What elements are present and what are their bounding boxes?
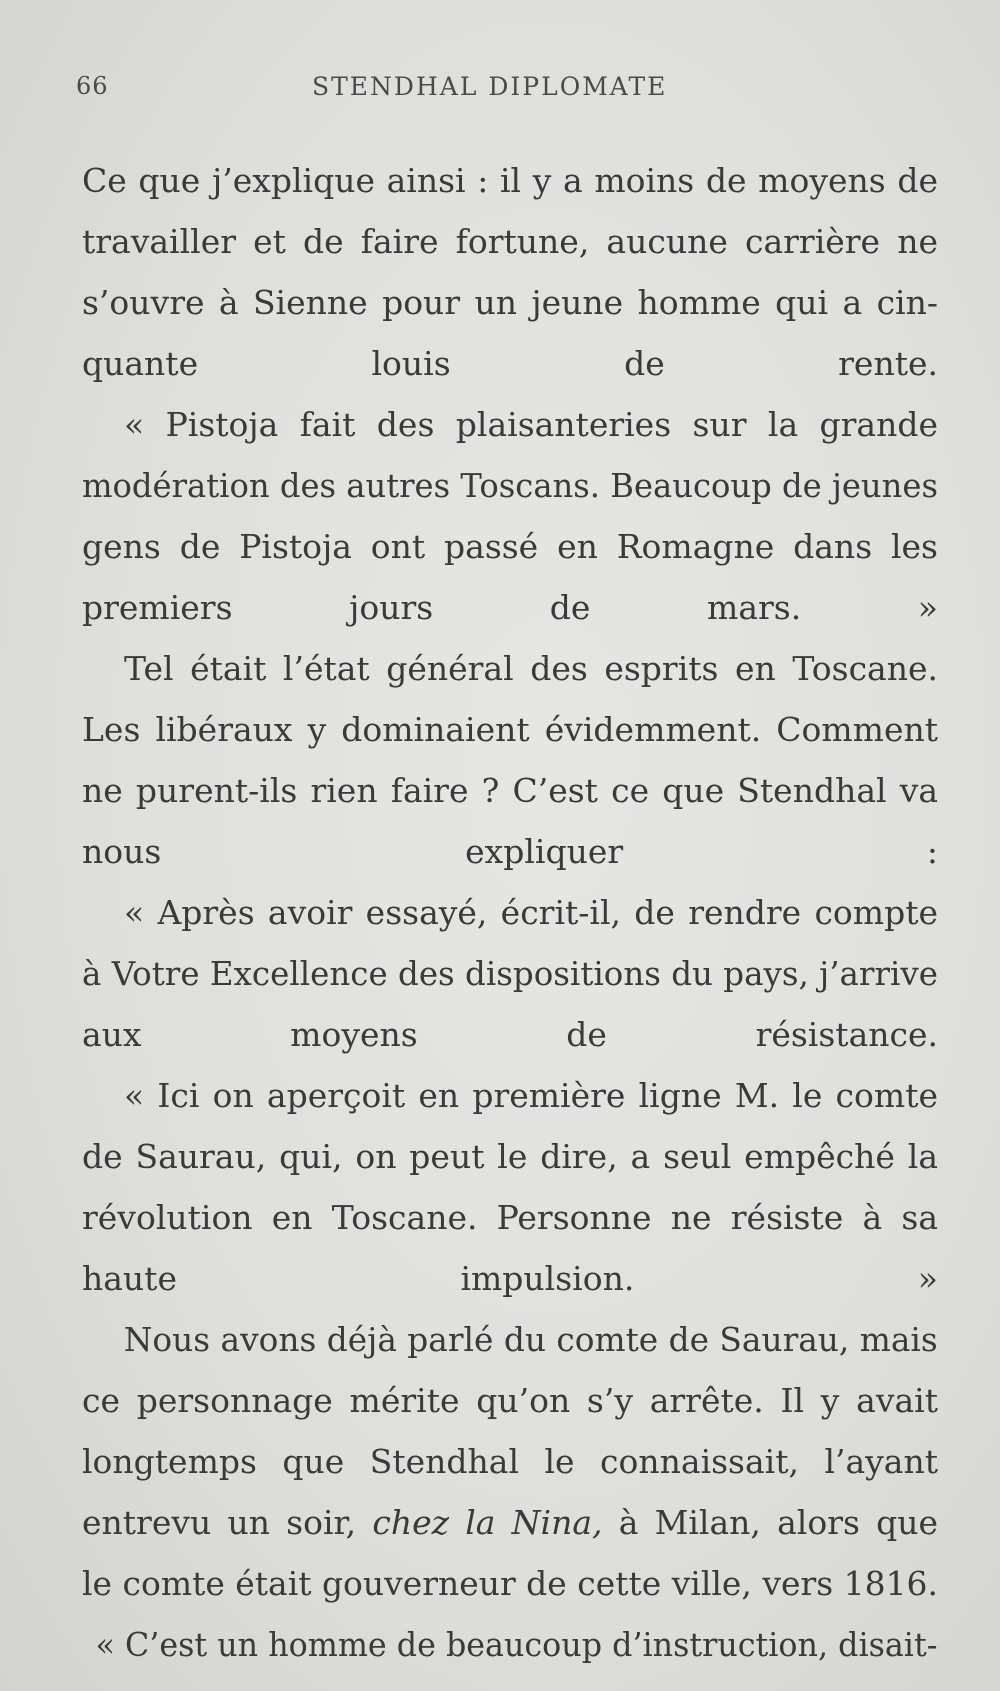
running-title: STENDHAL DIPLOMATE — [312, 72, 668, 101]
text-line: « C’est un homme de beaucoup d’instruction, disait- — [95, 1625, 938, 1664]
text-line: aux moyens de résistance. — [82, 1015, 938, 1054]
text-segment: à Milan, alors que — [618, 1503, 939, 1542]
text-line: s’ouvre à Sienne pour un jeune homme qui a cin- — [82, 283, 939, 322]
text-line: travailler et de faire fortune, aucune carrière ne — [82, 222, 938, 261]
text-segment: entrevu un soir, — [82, 1503, 357, 1542]
paragraph — [82, 150, 938, 394]
paragraph — [82, 394, 938, 638]
text-line: de Saurau, qui, on peut le dire, a seul empêché la — [82, 1137, 938, 1176]
page-number: 66 — [76, 72, 109, 100]
text-line: haute impulsion. » — [82, 1259, 938, 1298]
text-line: ce personnage mérite qu’on s’y arrête. Il y avait — [82, 1381, 938, 1420]
page-header — [76, 72, 936, 112]
text-line: premiers jours de mars. » — [82, 588, 938, 627]
text-line: le comte était gouverneur de cette ville, vers 1816. — [82, 1564, 939, 1603]
text-line: révolution en Toscane. Personne ne résiste à sa — [82, 1198, 939, 1237]
text-line: ne purent-ils rien faire ? C’est ce que Stendhal va — [82, 771, 939, 810]
paragraph — [82, 882, 938, 1065]
text-line: quante louis de rente. — [82, 344, 938, 383]
text-line: « Après avoir essayé, écrit-il, de rendre compte — [124, 893, 939, 932]
text-line: nous expliquer : — [82, 832, 938, 871]
text-line: Tel était l’état général des esprits en Toscane. — [124, 649, 938, 688]
italic-text: chez la Nina, — [372, 1503, 603, 1542]
text-line — [82, 1492, 938, 1553]
body-text — [82, 150, 938, 1675]
text-line: « Ici on aperçoit en première ligne M. le comte — [124, 1076, 938, 1115]
text-line: « Pistoja fait des plaisanteries sur la grande — [124, 405, 938, 444]
text-line: Nous avons déjà parlé du comte de Saurau, mais — [123, 1320, 938, 1359]
paragraph — [82, 1309, 938, 1675]
text-line: gens de Pistoja ont passé en Romagne dans les — [82, 527, 938, 566]
text-line: modération des autres Toscans. Beaucoup de jeunes — [82, 466, 939, 505]
paragraph — [82, 638, 938, 882]
text-line: Ce que j’explique ainsi : il y a moins de moyens de — [82, 161, 938, 200]
text-line: Les libéraux y dominaient évidemment. Comment — [82, 710, 939, 749]
text-line: longtemps que Stendhal le connaissait, l’ayant — [82, 1442, 938, 1481]
paragraph — [82, 1065, 938, 1309]
text-line: à Votre Excellence des dispositions du pays, j’arrive — [82, 954, 938, 993]
